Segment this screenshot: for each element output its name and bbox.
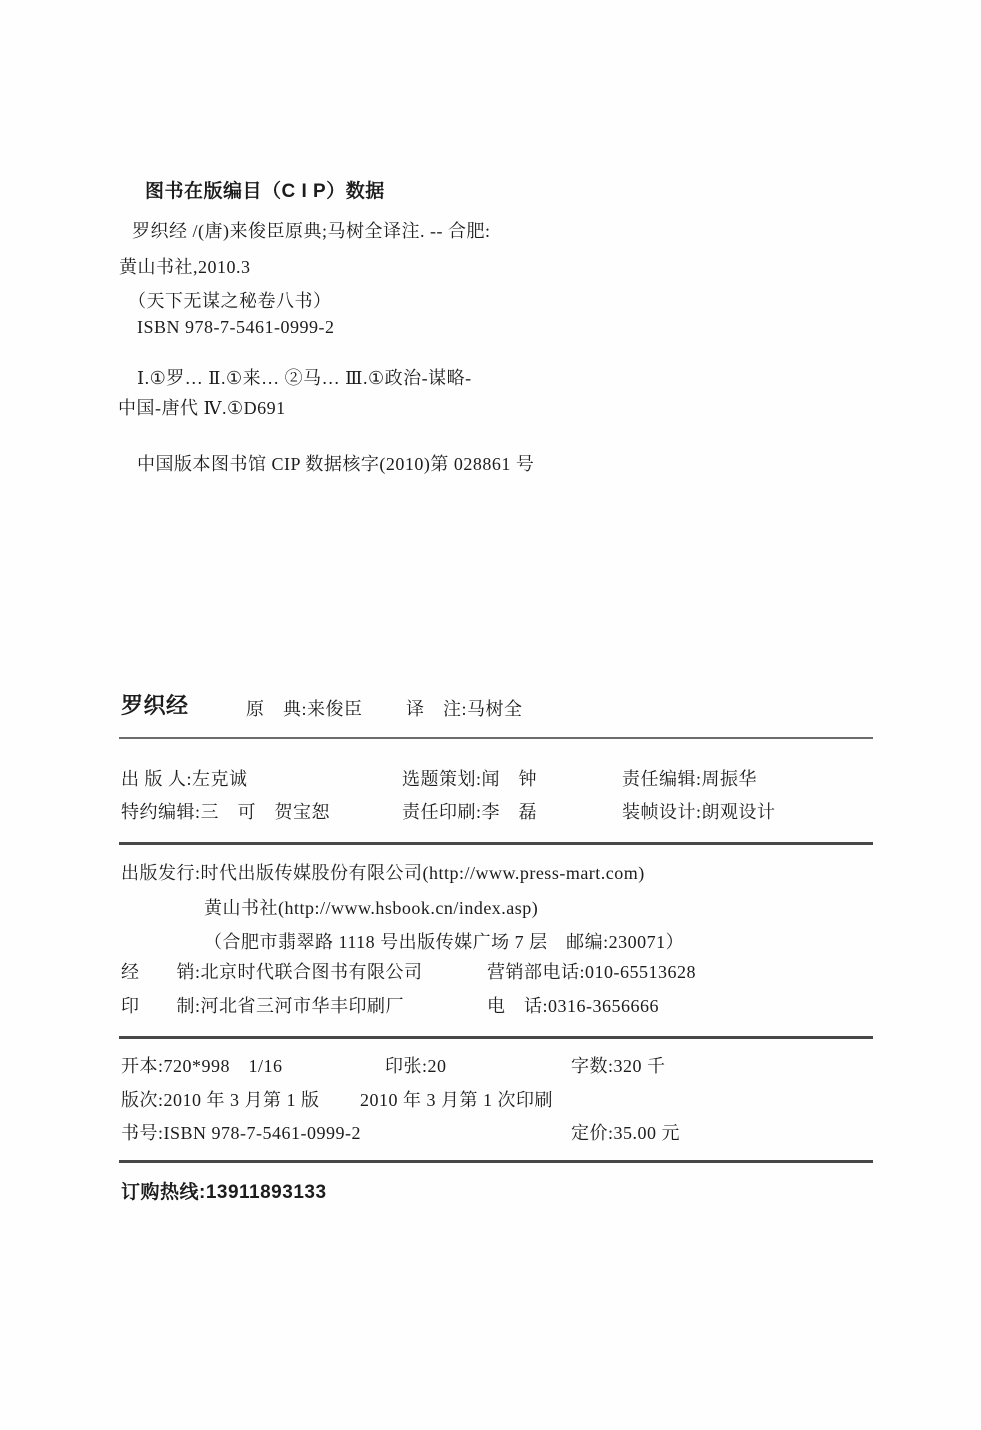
- spec-sheets: 印张:20: [385, 1056, 447, 1076]
- publisher-address-line: （合肥市翡翠路 1118 号出版传媒广场 7 层 邮编:230071）: [204, 932, 685, 952]
- divider-rule-3: [119, 1036, 873, 1039]
- divider-rule-1: [119, 737, 873, 739]
- staff-special-editor: 特约编辑:三 可 贺宝恕: [121, 802, 330, 822]
- order-hotline: 订购热线:13911893133: [121, 1182, 327, 1203]
- cip-registry-line: 中国版本图书馆 CIP 数据核字(2010)第 028861 号: [137, 454, 535, 474]
- spec-price: 定价:35.00 元: [571, 1123, 681, 1143]
- cip-series-line: （天下无谋之秘卷八书）: [128, 291, 332, 311]
- cip-heading: 图书在版编目（C I P）数据: [145, 181, 385, 202]
- original-author-credit: 原 典:来俊臣: [246, 699, 363, 719]
- printer-line: 印 制:河北省三河市华丰印刷厂: [121, 996, 404, 1016]
- cip-classification-line-1: Ⅰ.①罗… Ⅱ.①来… ②马… Ⅲ.①政治-谋略-: [137, 368, 472, 388]
- cip-title-line: 罗织经 /(唐)来俊臣原典;马树全译注. -- 合肥:: [132, 221, 491, 241]
- printer-phone: 电 话:0316-3656666: [487, 996, 659, 1016]
- cip-isbn-line: ISBN 978-7-5461-0999-2: [137, 317, 335, 337]
- spec-impression: 2010 年 3 月第 1 次印刷: [360, 1090, 553, 1110]
- publisher-line: 出版发行:时代出版传媒股份有限公司(http://www.press-mart.com): [121, 863, 645, 883]
- spec-edition: 版次:2010 年 3 月第 1 版: [121, 1090, 320, 1110]
- staff-publisher-person: 出 版 人:左克诚: [121, 769, 248, 789]
- cip-classification-line-2: 中国-唐代 Ⅳ.①D691: [118, 398, 286, 418]
- distribution-line: 经 销:北京时代联合图书有限公司: [121, 962, 423, 982]
- spec-format: 开本:720*998 1/16: [121, 1056, 283, 1076]
- spec-book-number: 书号:ISBN 978-7-5461-0999-2: [121, 1123, 361, 1143]
- cip-publisher-line: 黄山书社,2010.3: [119, 257, 251, 277]
- divider-rule-2: [119, 842, 873, 845]
- staff-topic-planning: 选题策划:闻 钟: [402, 769, 538, 789]
- staff-binding-design: 装帧设计:朗观设计: [622, 802, 776, 822]
- book-title: 罗织经: [121, 693, 189, 718]
- imprint-line: 黄山书社(http://www.hsbook.cn/index.asp): [204, 898, 539, 918]
- staff-responsible-editor: 责任编辑:周振华: [622, 769, 758, 789]
- staff-responsible-printing: 责任印刷:李 磊: [402, 802, 538, 822]
- divider-rule-4: [119, 1160, 873, 1163]
- translator-credit: 译 注:马树全: [406, 699, 523, 719]
- distribution-phone: 营销部电话:010-65513628: [487, 962, 696, 982]
- spec-word-count: 字数:320 千: [571, 1056, 666, 1076]
